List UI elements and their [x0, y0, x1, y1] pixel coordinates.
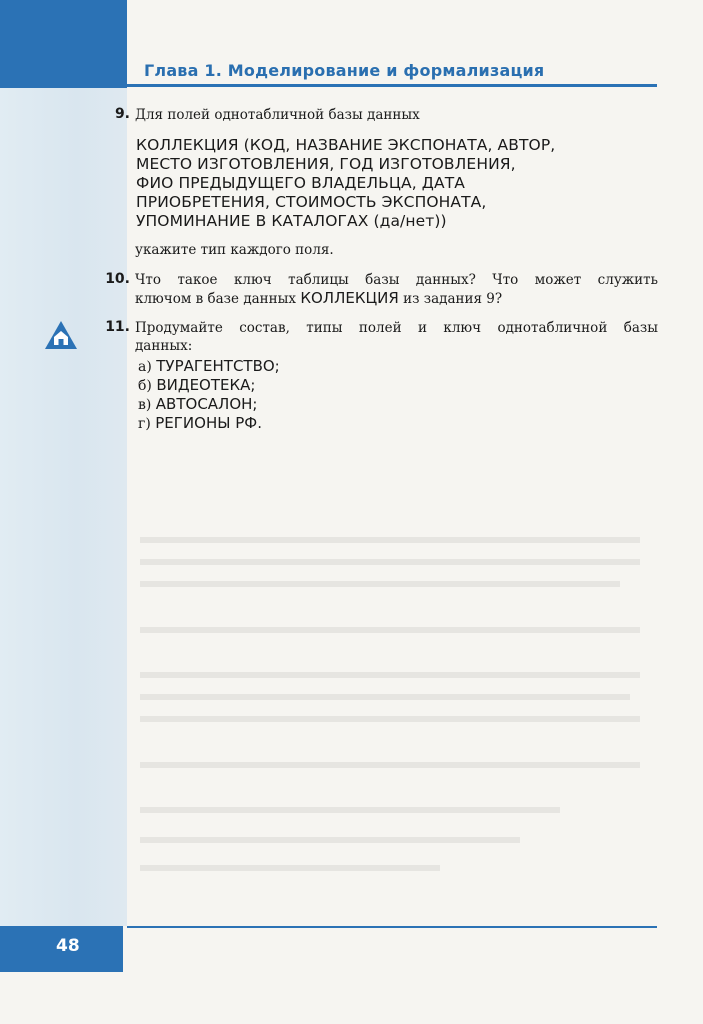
table-schema-line: КОЛЛЕКЦИЯ (КОД, НАЗВАНИЕ ЭКСПОНАТА, АВТОР, [136, 136, 556, 154]
answer-option [138, 376, 255, 396]
answer-option [138, 395, 257, 415]
chapter-title: Глава 1. Моделирование и формализация [144, 61, 545, 80]
option-marker: г) [138, 416, 156, 432]
option-value: ВИДЕОТЕКА; [156, 376, 256, 394]
text-run: из задания 9? [398, 291, 503, 307]
table-name: КОЛЛЕКЦИЯ [300, 289, 399, 307]
option-marker: б) [138, 378, 157, 394]
question-number: 11. [105, 319, 130, 335]
answer-option [138, 357, 280, 377]
question-text-line: данных: [135, 338, 193, 354]
home-icon [44, 320, 78, 350]
option-value: РЕГИОНЫ РФ. [155, 414, 262, 432]
question-number: 9. [114, 106, 130, 122]
question-outro: укажите тип каждого поля. [135, 242, 334, 258]
table-schema-line: ФИО ПРЕДЫДУЩЕГО ВЛАДЕЛЬЦА, ДАТА [136, 174, 465, 192]
question-text-line: Что такое ключ таблицы базы данных? Что может служить [135, 272, 658, 288]
question-text-line: Продумайте состав, типы полей и ключ однотабличной базы [135, 320, 658, 336]
option-value: ТУРАГЕНТСТВО; [156, 357, 280, 375]
question-intro: Для полей однотабличной базы данных [135, 107, 420, 123]
option-marker: в) [138, 397, 156, 413]
question-number: 10. [105, 271, 130, 287]
page-number: 48 [56, 936, 80, 956]
bleed-through-texture [140, 500, 660, 900]
option-value: АВТОСАЛОН; [155, 395, 258, 413]
footer-rule [127, 926, 657, 928]
question-text-line [135, 290, 502, 308]
left-margin-band [0, 88, 127, 926]
header-rule [127, 84, 657, 87]
table-schema-line: МЕСТО ИЗГОТОВЛЕНИЯ, ГОД ИЗГОТОВЛЕНИЯ, [136, 155, 516, 173]
text-run: ключом в базе данных [135, 291, 301, 307]
table-schema-line: ПРИОБРЕТЕНИЯ, СТОИМОСТЬ ЭКСПОНАТА, [136, 193, 487, 211]
header-color-tab [0, 0, 127, 88]
table-schema-line: УПОМИНАНИЕ В КАТАЛОГАХ (да/нет)) [136, 212, 447, 230]
answer-option [138, 414, 262, 434]
option-marker: а) [138, 359, 157, 375]
